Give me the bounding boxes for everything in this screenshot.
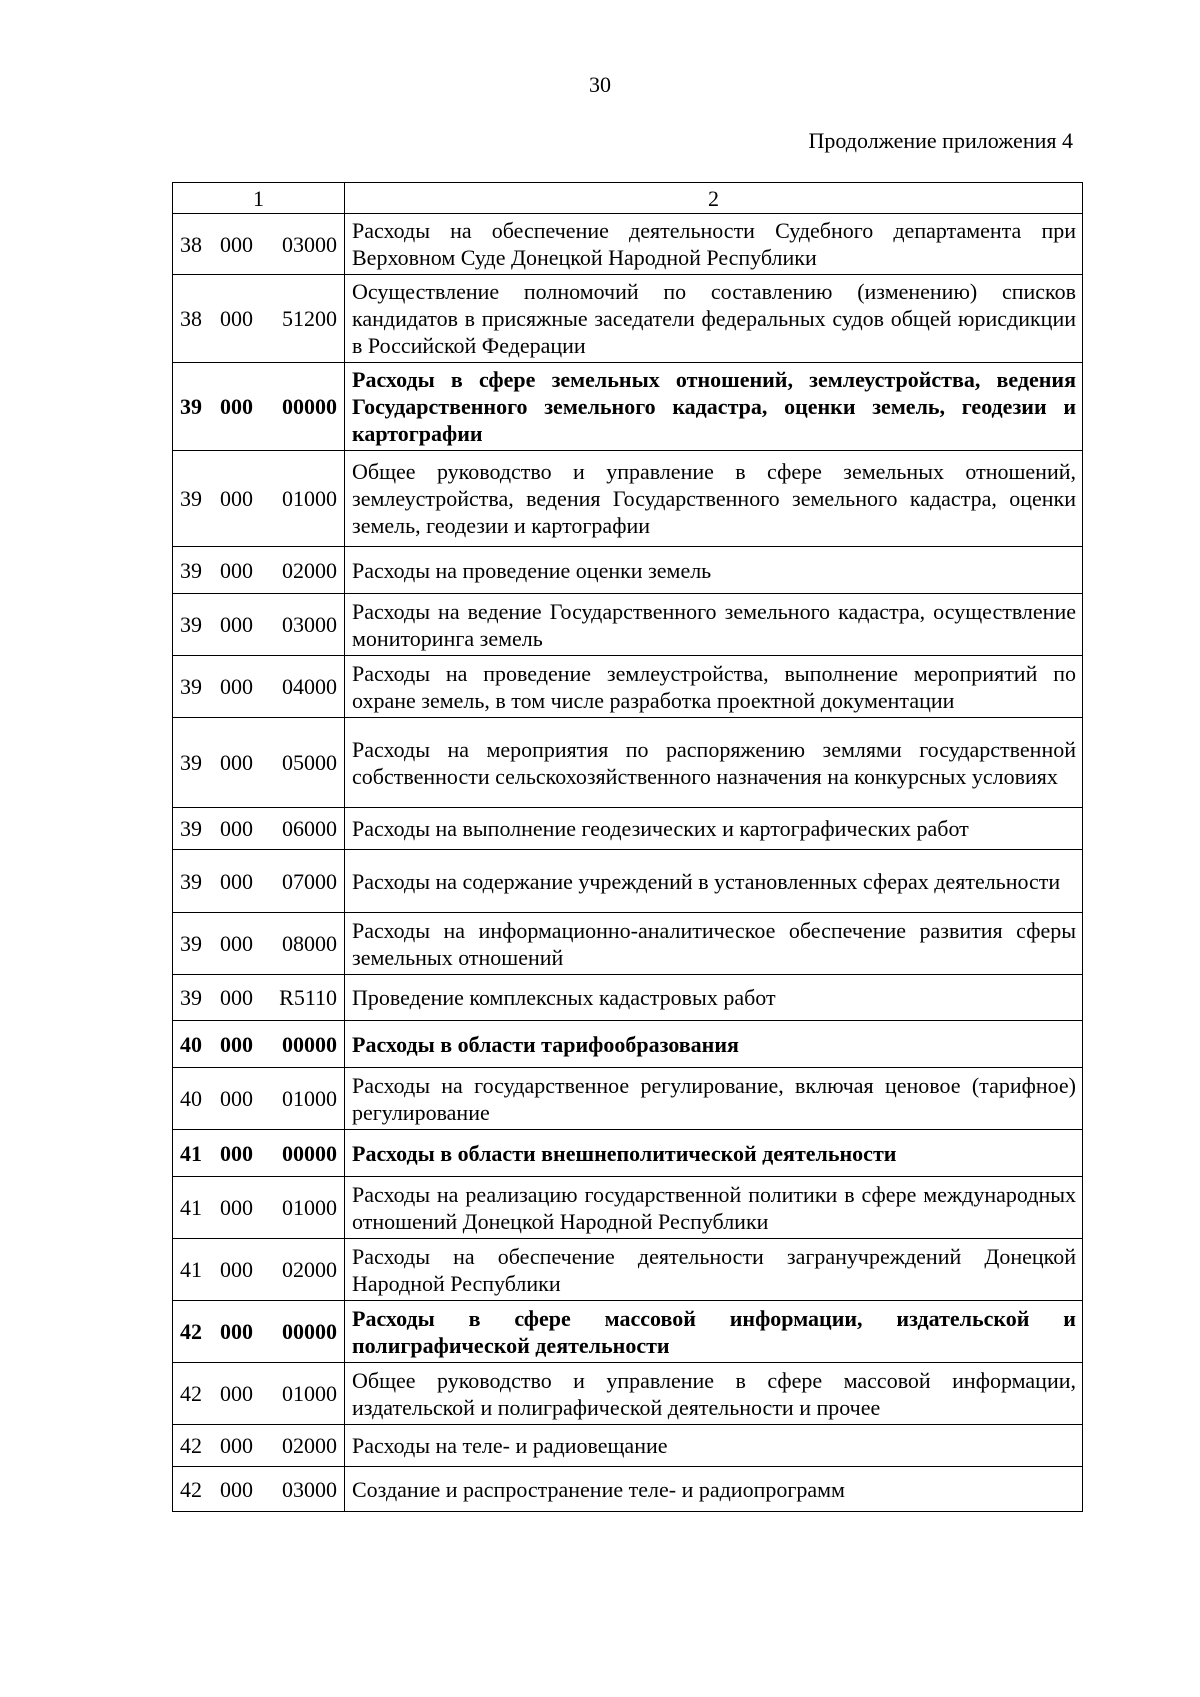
row-description-cell: Расходы на выполнение геодезических и картографических работ [345,808,1083,850]
row-description-cell: Расходы в сфере земельных отношений, землеустройства, ведения Государственного земельного кадастра, оценки земель, геодезии и картографии [345,363,1083,451]
budget-classification-table [172,182,1083,1512]
code-subprogram-part: 000 [220,394,253,419]
table-row [173,1425,1083,1467]
row-description-cell: Расходы на государственное регулирование, включая ценовое (тарифное) регулирование [345,1068,1083,1130]
code-subprogram-part: 000 [220,1257,253,1282]
table-row [173,275,1083,363]
row-description-cell: Расходы на содержание учреждений в установленных сферах деятельности [345,850,1083,913]
code-program-part: 42 [180,1433,202,1458]
table-row [173,1301,1083,1363]
row-description-cell: Расходы в области внешнеполитической деятельности [345,1130,1083,1177]
code-subprogram-part: 000 [220,557,253,583]
code-program-part: 39 [180,931,202,956]
row-code-cell [173,214,345,275]
code-direction-part: 00000 [282,1140,337,1166]
code-direction-part: 04000 [282,674,337,699]
code-direction-part: 03000 [282,231,337,257]
row-description-cell: Общее руководство и управление в сфере массовой информации, издательской и полиграфической деятельности и прочее [345,1363,1083,1425]
code-direction-part: 00000 [282,1319,337,1344]
code-subprogram-part: 000 [220,231,253,257]
code-direction-part: 51200 [282,306,337,331]
code-program-part: 42 [180,1476,202,1502]
table-row [173,1467,1083,1512]
code-direction-part: 02000 [282,1433,337,1458]
row-code-cell [173,656,345,718]
code-direction-part: 01000 [282,486,337,511]
code-program-part: 40 [180,1031,202,1057]
table-row [173,1239,1083,1301]
code-direction-part: 08000 [282,931,337,956]
row-code-cell [173,547,345,594]
code-direction-part: 01000 [282,1086,337,1111]
code-program-part: 41 [180,1140,202,1166]
table-row [173,594,1083,656]
table-row [173,363,1083,451]
table-body [173,183,1083,1512]
code-program-part: 39 [180,868,202,894]
table-row [173,1068,1083,1130]
code-subprogram-part: 000 [220,1381,253,1406]
row-code-cell [173,1467,345,1512]
code-program-part: 39 [180,394,202,419]
code-subprogram-part: 000 [220,674,253,699]
code-program-part: 40 [180,1086,202,1111]
code-direction-part: 07000 [282,868,337,894]
column-header-description: 2 [345,183,1083,214]
page-number: 30 [589,72,611,97]
row-description-cell: Расходы на проведение оценки земель [345,547,1083,594]
code-direction-part: 00000 [282,394,337,419]
table-row [173,850,1083,913]
table-row [173,214,1083,275]
code-program-part: 39 [180,557,202,583]
row-description-cell: Расходы на мероприятия по распоряжению землями государственной собственности сельскохозяйственного назначения на конкурсных условиях [345,718,1083,808]
code-program-part: 38 [180,306,202,331]
table-row [173,1021,1083,1068]
row-code-cell [173,850,345,913]
code-subprogram-part: 000 [220,816,253,841]
code-subprogram-part: 000 [220,868,253,894]
code-program-part: 38 [180,231,202,257]
code-direction-part: 02000 [282,557,337,583]
code-program-part: 41 [180,1195,202,1220]
table-header-row [173,183,1083,214]
row-code-cell [173,808,345,850]
row-code-cell [173,1177,345,1239]
row-description-cell: Расходы на ведение Государственного земельного кадастра, осуществление мониторинга земель [345,594,1083,656]
code-subprogram-part: 000 [220,985,253,1010]
code-direction-part: 03000 [282,612,337,637]
table-row [173,656,1083,718]
code-program-part: 39 [180,674,202,699]
code-direction-part: R5110 [279,985,337,1010]
table-row [173,547,1083,594]
code-program-part: 41 [180,1257,202,1282]
code-program-part: 42 [180,1319,202,1344]
row-description-cell: Расходы на теле- и радиовещание [345,1425,1083,1467]
code-direction-part: 06000 [282,816,337,841]
code-direction-part: 01000 [282,1381,337,1406]
row-description-cell: Общее руководство и управление в сфере земельных отношений, землеустройства, ведения Государственного земельного кадастра, оценки земель, геодезии и картографии [345,451,1083,547]
code-subprogram-part: 000 [220,750,253,775]
row-code-cell [173,1021,345,1068]
row-code-cell [173,363,345,451]
row-description-cell: Расходы в области тарифообразования [345,1021,1083,1068]
row-description-cell: Осуществление полномочий по составлению (изменению) списков кандидатов в присяжные заседатели федеральных судов общей юрисдикции в Российской Федерации [345,275,1083,363]
code-program-part: 39 [180,612,202,637]
row-description-cell: Расходы на проведение землеустройства, выполнение мероприятий по охране земель, в том числе разработка проектной документации [345,656,1083,718]
row-code-cell [173,1130,345,1177]
row-description-cell: Расходы на обеспечение деятельности Судебного департамента при Верховном Суде Донецкой Народной Республики [345,214,1083,275]
appendix-note: Продолжение приложения 4 [808,128,1073,153]
code-subprogram-part: 000 [220,1140,253,1166]
row-description-cell: Проведение комплексных кадастровых работ [345,975,1083,1021]
code-subprogram-part: 000 [220,1195,253,1220]
row-description-cell: Расходы на информационно-аналитическое обеспечение развития сферы земельных отношений [345,913,1083,975]
table-row [173,718,1083,808]
row-code-cell [173,275,345,363]
code-direction-part: 01000 [282,1195,337,1220]
table-row [173,1177,1083,1239]
table-row [173,808,1083,850]
code-program-part: 39 [180,816,202,841]
row-code-cell [173,1239,345,1301]
table-row [173,451,1083,547]
code-program-part: 42 [180,1381,202,1406]
code-subprogram-part: 000 [220,1476,253,1502]
code-program-part: 39 [180,486,202,511]
code-subprogram-part: 000 [220,1086,253,1111]
row-code-cell [173,451,345,547]
column-header-code: 1 [173,183,345,214]
table-row [173,1130,1083,1177]
row-description-cell: Расходы в сфере массовой информации, издательской и полиграфической деятельности [345,1301,1083,1363]
row-code-cell [173,975,345,1021]
table-row [173,913,1083,975]
row-code-cell [173,718,345,808]
code-subprogram-part: 000 [220,931,253,956]
code-subprogram-part: 000 [220,306,253,331]
row-description-cell: Расходы на реализацию государственной политики в сфере международных отношений Донецкой Народной Республики [345,1177,1083,1239]
code-subprogram-part: 000 [220,612,253,637]
code-direction-part: 05000 [282,750,337,775]
table-row [173,1363,1083,1425]
row-description-cell: Создание и распространение теле- и радиопрограмм [345,1467,1083,1512]
row-code-cell [173,1301,345,1363]
row-code-cell [173,1068,345,1130]
row-code-cell [173,594,345,656]
code-subprogram-part: 000 [220,1319,253,1344]
table-row [173,975,1083,1021]
code-program-part: 39 [180,750,202,775]
row-code-cell [173,1425,345,1467]
row-code-cell [173,913,345,975]
code-direction-part: 00000 [282,1031,337,1057]
code-direction-part: 03000 [282,1476,337,1502]
row-code-cell [173,1363,345,1425]
code-program-part: 39 [180,985,202,1010]
code-direction-part: 02000 [282,1257,337,1282]
code-subprogram-part: 000 [220,1031,253,1057]
code-subprogram-part: 000 [220,486,253,511]
row-description-cell: Расходы на обеспечение деятельности загранучреждений Донецкой Народной Республики [345,1239,1083,1301]
code-subprogram-part: 000 [220,1433,253,1458]
